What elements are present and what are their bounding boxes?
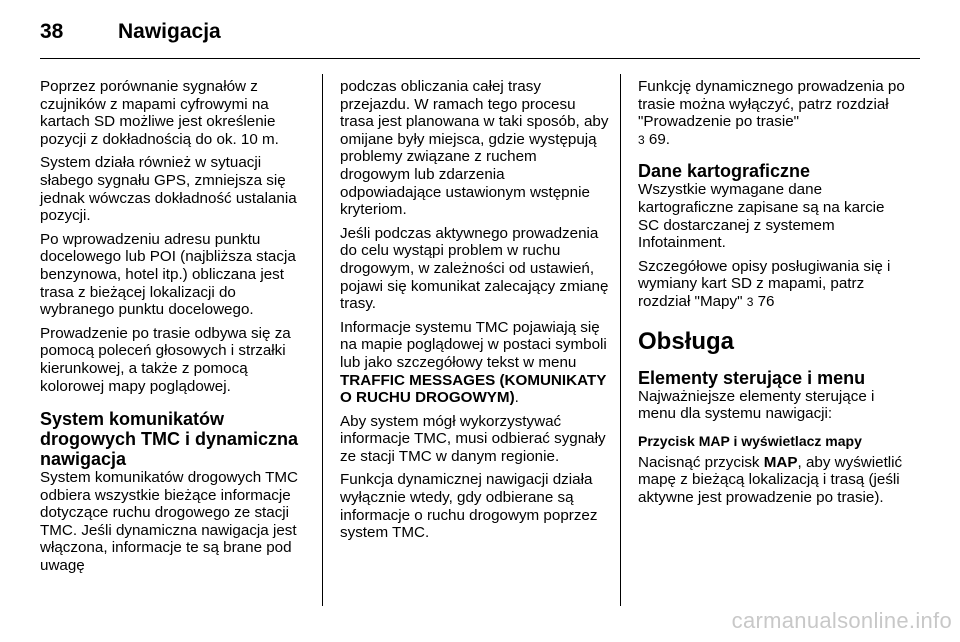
column-separator xyxy=(620,74,621,606)
page-reference-arrow-icon: 3 xyxy=(746,294,754,309)
paragraph-text: . xyxy=(514,389,519,407)
page-header xyxy=(40,18,920,48)
paragraph xyxy=(340,319,610,407)
paragraph: System działa również w sytuacji słabego sygnału GPS, zmniejsza się jednak wówczas dokładność ustalania pozycji. xyxy=(40,154,297,225)
paragraph-text: , aby wyświetlić mapę z bieżącą lokalizacją i trasą (jeśli aktywne jest prowadzenie po trasie). xyxy=(638,453,903,506)
paragraph: Po wprowadzeniu adresu punktu docelowego lub POI (najbliższa stacja benzynowa, hotel itp.) obliczana jest trasa z bieżącej lokalizacji do wybranego punktu docelowego. xyxy=(40,230,296,319)
page-reference: 69. xyxy=(644,130,671,148)
section-heading-tmc: System komunikatów drogowych TMC i dynamiczna nawigacja xyxy=(40,409,299,470)
paragraph: Funkcja dynamicznej nawigacji działa wyłącznie wtedy, gdy odbierane są informacje o ruchu drogowym poprzez system TMC. xyxy=(340,471,598,542)
paragraph: podczas obliczania całej trasy przejazdu. W ramach tego procesu trasa jest planowana w taki sposób, aby omijane były miejsca, gdzie występują problemy związane z ruchem drogowym lub zdarzenia odpowiadające ustawionym wstępnie kryteriom. xyxy=(340,78,609,219)
button-name-map: MAP xyxy=(763,453,798,471)
watermark: carmanualsonline.info xyxy=(731,608,952,633)
paragraph-text: Funkcję dynamicznego prowadzenia po trasie można wyłączyć, patrz rozdział "Prowadzenie po trasie" xyxy=(638,78,905,131)
paragraph: Aby system mógł wykorzystywać informacje TMC, musi odbierać sygnały ze stacji TMC w danym regionie. xyxy=(340,412,606,465)
column-3 xyxy=(638,78,906,513)
paragraph xyxy=(638,258,906,312)
menu-name-traffic-messages: TRAFFIC MESSAGES (KOMUNIKATY O RUCHU DROGOWYM) xyxy=(340,371,607,407)
column-separator xyxy=(322,74,323,606)
page-number: 38 xyxy=(40,20,64,43)
column-1 xyxy=(40,78,310,581)
paragraph-text: Nacisnąć przycisk xyxy=(638,453,764,471)
header-rule xyxy=(40,58,920,59)
paragraph-text: Informacje systemu TMC pojawiają się na mapie poglądowej w postaci symboli lub jako szczegółowy tekst w menu xyxy=(340,318,607,371)
paragraph xyxy=(638,454,906,507)
column-2 xyxy=(340,78,610,548)
paragraph: Prowadzenie po trasie odbywa się za pomocą poleceń głosowych i strzałki kierunkowej, a także z pomocą kolorowej mapy poglądowej. xyxy=(40,324,291,395)
paragraph: Poprzez porównanie sygnałów z czujników z mapami cyfrowymi na kartach SD możliwe jest określenie pozycji z dokładnością do ok. 10 m. xyxy=(40,78,279,148)
paragraph: Wszystkie wymagane dane kartograficzne zapisane są na karcie SC dostarczanej z systemem Infotainment. xyxy=(638,181,885,252)
subheading-map-button: Przycisk MAP i wyświetlacz mapy xyxy=(638,432,862,449)
chapter-title: Nawigacja xyxy=(118,20,221,43)
section-heading-map-data: Dane kartograficzne xyxy=(638,161,811,182)
section-heading-controls: Elementy sterujące i menu xyxy=(638,367,866,388)
page-reference: 76 xyxy=(753,292,775,310)
paragraph: System komunikatów drogowych TMC odbiera wszystkie bieżące informacje dotyczące ruchu drogowego ze stacji TMC. Jeśli dynamiczna nawigacja jest włączona, informacje te są brane pod uwagę xyxy=(40,469,298,575)
page-reference-arrow-icon: 3 xyxy=(638,132,645,147)
paragraph: Jeśli podczas aktywnego prowadzenia do celu wystąpi problem w ruchu drogowym, w zależności od ustawień, pojawi się komunikat zalecający zmianę trasy. xyxy=(340,224,609,313)
paragraph-text: Szczegółowe opisy posługiwania się i wymiany kart SD z mapami, patrz rozdział "Mapy" xyxy=(638,257,891,310)
paragraph: Najważniejsze elementy sterujące i menu dla systemu nawigacji: xyxy=(638,387,875,423)
paragraph xyxy=(638,78,906,149)
main-heading-operation: Obsługa xyxy=(638,327,735,355)
